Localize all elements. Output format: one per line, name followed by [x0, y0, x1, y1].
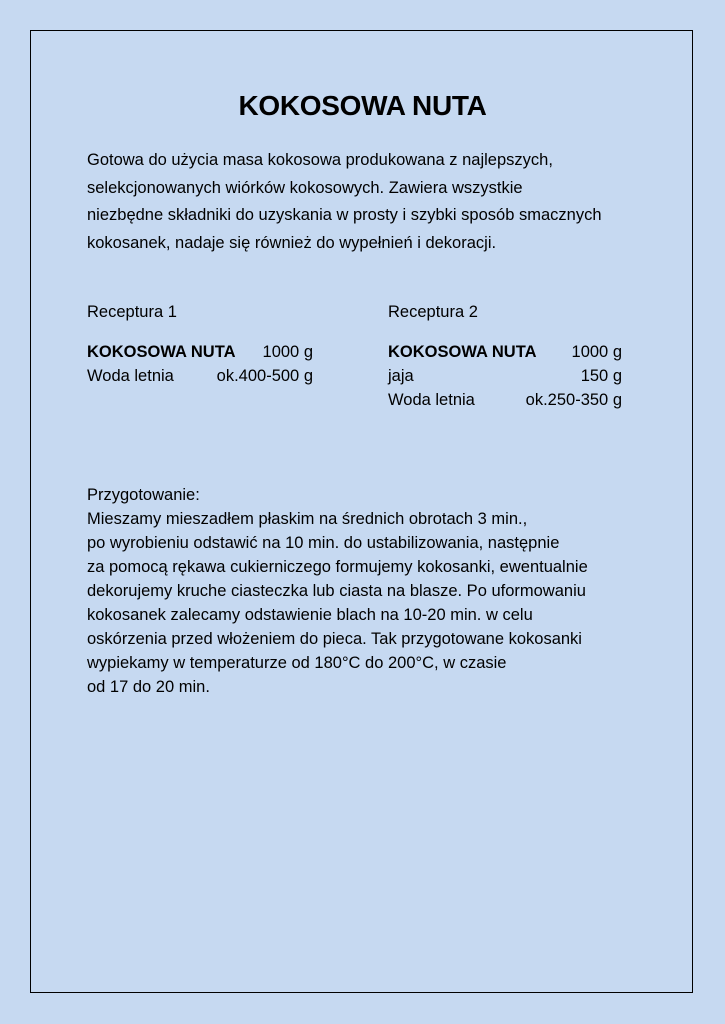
ingredient-name: jaja: [388, 367, 414, 385]
ingredient-name: KOKOSOWA NUTA: [87, 343, 236, 361]
preparation-line: od 17 do 20 min.: [87, 678, 210, 696]
preparation-line: wypiekamy w temperaturze od 180°C do 200°C, w czasie: [87, 654, 507, 672]
ingredient-amount: 1000 g: [262, 343, 313, 361]
preparation-line: dekorujemy kruche ciasteczka lub ciasta na blasze. Po uformowaniu: [87, 582, 586, 600]
intro-paragraph: [87, 147, 647, 257]
intro-line: Gotowa do użycia masa kokosowa produkowana z najlepszych,: [87, 151, 553, 169]
ingredient-name: Woda letnia: [388, 391, 475, 409]
recipe-1: [87, 300, 313, 388]
preparation-line: za pomocą rękawa cukierniczego formujemy kokosanki, ewentualnie: [87, 558, 588, 576]
preparation-line: oskórzenia przed włożeniem do pieca. Tak przygotowane kokosanki: [87, 630, 582, 648]
recipe-heading: Receptura 2: [388, 303, 478, 321]
ingredient-row: [87, 340, 313, 364]
recipe-2: [388, 300, 622, 412]
ingredient-row: [388, 388, 622, 412]
ingredient-amount: 150 g: [580, 367, 622, 385]
document-title: KOKOSOWA NUTA: [238, 90, 487, 121]
ingredient-name: KOKOSOWA NUTA: [388, 343, 537, 361]
ingredient-row: [388, 364, 622, 388]
preparation-line: po wyrobieniu odstawić na 10 min. do ustabilizowania, następnie: [87, 534, 560, 552]
intro-line: selekcjonowanych wiórków kokosowych. Zawiera wszystkie: [87, 178, 523, 197]
preparation-heading: Przygotowanie:: [87, 486, 200, 504]
intro-line: niezbędne składniki do uzyskania w prosty i szybki sposób smacznych: [87, 206, 602, 224]
recipe-heading: Receptura 1: [87, 303, 177, 321]
ingredient-row: [388, 340, 622, 364]
preparation-line: kokosanek zalecamy odstawienie blach na 10-20 min. w celu: [87, 606, 533, 624]
ingredient-amount: 1000 g: [571, 343, 622, 361]
ingredient-name: Woda letnia: [87, 367, 174, 385]
ingredient-amount: ok.400-500 g: [216, 367, 313, 385]
preparation-section: [87, 483, 657, 699]
ingredient-row: [87, 364, 313, 388]
intro-line: kokosanek, nadaje się również do wypełnień i dekoracji.: [87, 233, 497, 252]
ingredient-amount: ok.250-350 g: [525, 391, 622, 409]
preparation-line: Mieszamy mieszadłem płaskim na średnich obrotach 3 min.,: [87, 510, 528, 528]
